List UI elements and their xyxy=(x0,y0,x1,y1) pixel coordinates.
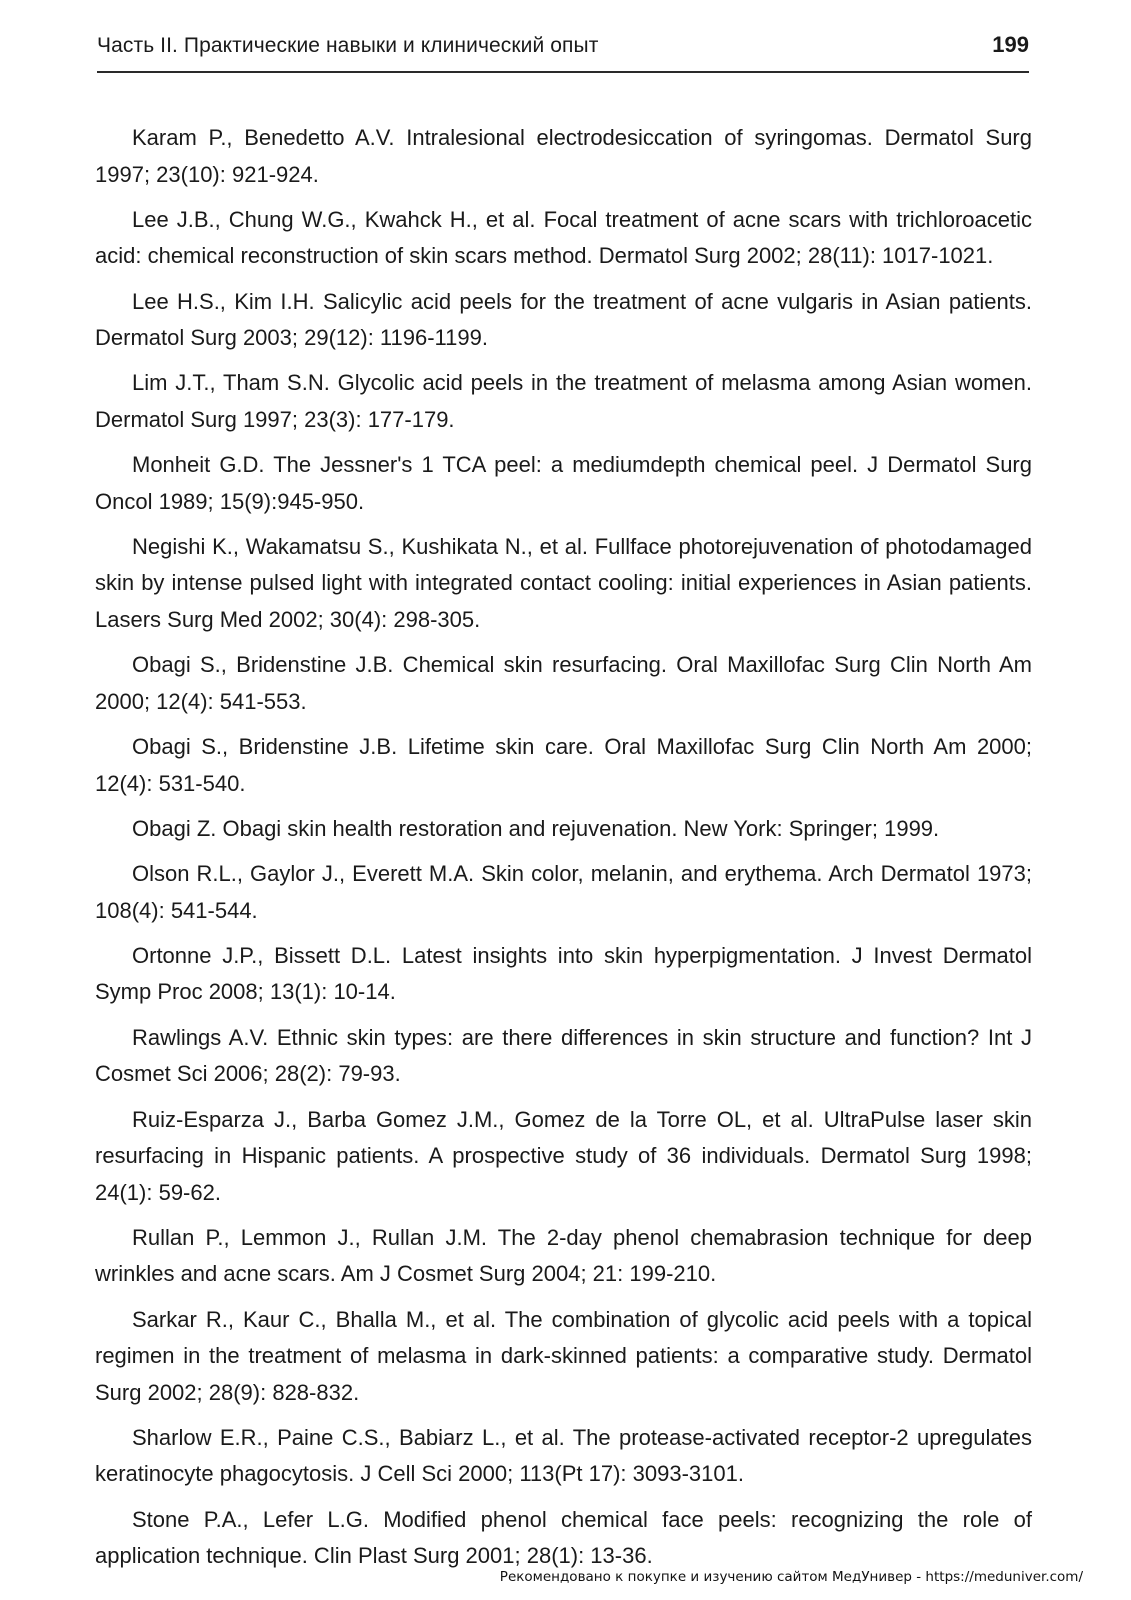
reference-entry: Obagi S., Bridenstine J.B. Chemical skin resurfacing. Oral Maxillofac Surg Clin North Am 2000; 12(4): 541-553. xyxy=(95,652,1032,714)
reference-entry: Rullan P., Lemmon J., Rullan J.M. The 2-day phenol chemabrasion technique for deep wrinkles and acne scars. Am J Cosmet Surg 2004; 21: 199-210. xyxy=(95,1224,1032,1287)
reference-entry: Lee H.S., Kim I.H. Salicylic acid peels for the treatment of acne vulgaris in Asian patients. Dermatol Surg 2003; 29(12): 1196-1199. xyxy=(95,288,1032,351)
reference-entry: Karam P., Benedetto A.V. Intralesional electrodesiccation of syringomas. Dermatol Surg 1997; 23(10): 921-924. xyxy=(95,125,1032,187)
reference-entry: Stone P.A., Lefer L.G. Modified phenol chemical face peels: recognizing the role of application technique. Clin Plast Surg 2001; 28(1): 13-36. xyxy=(95,1506,1032,1569)
running-header-title: Часть II. Практические навыки и клинический опыт xyxy=(97,34,599,57)
header-divider xyxy=(97,71,1029,73)
reference-entry: Negishi K., Wakamatsu S., Kushikata N., et al. Fullface photorejuvenation of photodamaged skin by intense pulsed light with integrated contact cooling: initial experiences in Asian patients. Lasers Surg Med 2002; 30(4): 298-305. xyxy=(95,533,1032,632)
reference-entry: Lee J.B., Chung W.G., Kwahck H., et al. Focal treatment of acne scars with trichloroacetic acid: chemical reconstruction of skin scars method. Dermatol Surg 2002; 28(11): 1017-1021. xyxy=(95,206,1032,269)
reference-entry: Lim J.T., Tham S.N. Glycolic acid peels in the treatment of melasma among Asian women. Dermatol Surg 1997; 23(3): 177-179. xyxy=(95,370,1032,432)
reference-entry: Monheit G.D. The Jessner's 1 TCA peel: a mediumdepth chemical peel. J Dermatol Surg Oncol 1989; 15(9):945-950. xyxy=(95,452,1032,514)
reference-entry: Sarkar R., Kaur C., Bhalla M., et al. The combination of glycolic acid peels with a topical regimen in the treatment of melasma in dark-skinned patients: a comparative study. Dermatol Surg 2002; 28(9): 828-832. xyxy=(95,1306,1032,1405)
reference-entry: Ruiz-Esparza J., Barba Gomez J.M., Gomez de la Torre OL, et al. UltraPulse laser skin resurfacing in Hispanic patients. A prospective study of 36 individuals. Dermatol Surg 1998; 24(1): 59-62. xyxy=(95,1106,1032,1205)
reference-list xyxy=(95,120,1032,1584)
reference-entry: Obagi Z. Obagi skin health restoration and rejuvenation. New York: Springer; 1999. xyxy=(132,815,940,841)
reference-entry: Sharlow E.R., Paine C.S., Babiarz L., et al. The protease-activated receptor-2 upregulates keratinocyte phagocytosis. J Cell Sci 2000; 113(Pt 17): 3093-3101. xyxy=(95,1424,1032,1487)
reference-entry: Rawlings A.V. Ethnic skin types: are there differences in skin structure and function? Int J Cosmet Sci 2006; 28(2): 79-93. xyxy=(95,1024,1032,1087)
footer-watermark-note: Рекомендовано к покупке и изучению сайтом МедУнивер - https://meduniver.com/ xyxy=(499,1569,1083,1585)
reference-entry: Olson R.L., Gaylor J., Everett M.A. Skin color, melanin, and erythema. Arch Dermatol 1973; 108(4): 541-544. xyxy=(95,861,1032,923)
page-header xyxy=(97,30,1029,70)
reference-entry: Obagi S., Bridenstine J.B. Lifetime skin care. Oral Maxillofac Surg Clin North Am 2000; 12(4): 531-540. xyxy=(95,734,1032,796)
reference-entry: Ortonne J.P., Bissett D.L. Latest insights into skin hyperpigmentation. J Invest Dermatol Symp Proc 2008; 13(1): 10-14. xyxy=(95,942,1032,1005)
page-number: 199 xyxy=(992,32,1029,57)
